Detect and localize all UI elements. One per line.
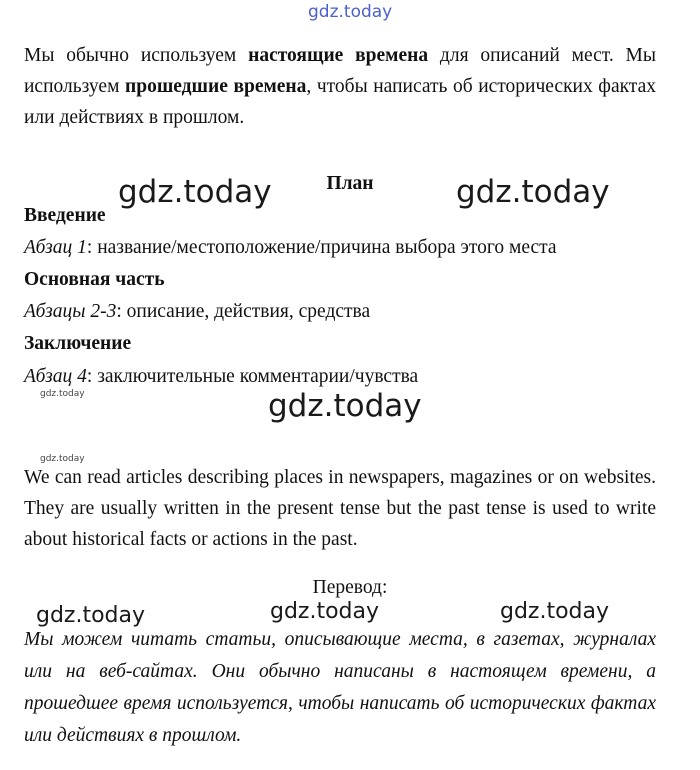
watermark: gdz.today [268, 388, 422, 424]
plan-title: План [326, 173, 374, 194]
conclusion-line: Абзац 4: заключительные комментарии/чувства [24, 366, 419, 387]
english-paragraph: We can read articles describing places in newspapers, magazines or on websites. They are usually written in the present tense but the past tense is used to write about historical facts or actions in the past. [24, 467, 656, 550]
intro-line: Абзац 1: название/местоположение/причина выбора этого места [24, 237, 557, 258]
watermark-small: gdz.today [40, 389, 85, 399]
watermark: gdz.today [456, 174, 610, 210]
translation-title: Перевод: [312, 577, 388, 598]
watermark-small: gdz.today [40, 454, 85, 464]
intro-paragraph: Мы обычно используем настоящие времена для описаний мест. Мы используем прошедшие времена, чтобы написать об исторических фактах или действиях в прошлом. [24, 45, 656, 128]
watermark-top: gdz.today [308, 2, 393, 22]
watermark: gdz.today [36, 603, 146, 628]
watermark: gdz.today [118, 174, 272, 210]
main-line: Абзацы 2-3: описание, действия, средства [24, 301, 371, 322]
intro-heading: Введение [24, 205, 106, 226]
translation-paragraph: Мы можем читать статьи, описывающие места, в газетах, журналах или на веб-сайтах. Они обычно написаны в настоящем времени, а прошедшее время используется, чтобы написать об исторических фактах или действиях в прошлом. [24, 629, 656, 746]
main-heading: Основная часть [24, 269, 165, 290]
conclusion-heading: Заключение [24, 333, 132, 354]
watermark: gdz.today [500, 599, 610, 624]
watermark: gdz.today [270, 599, 380, 624]
